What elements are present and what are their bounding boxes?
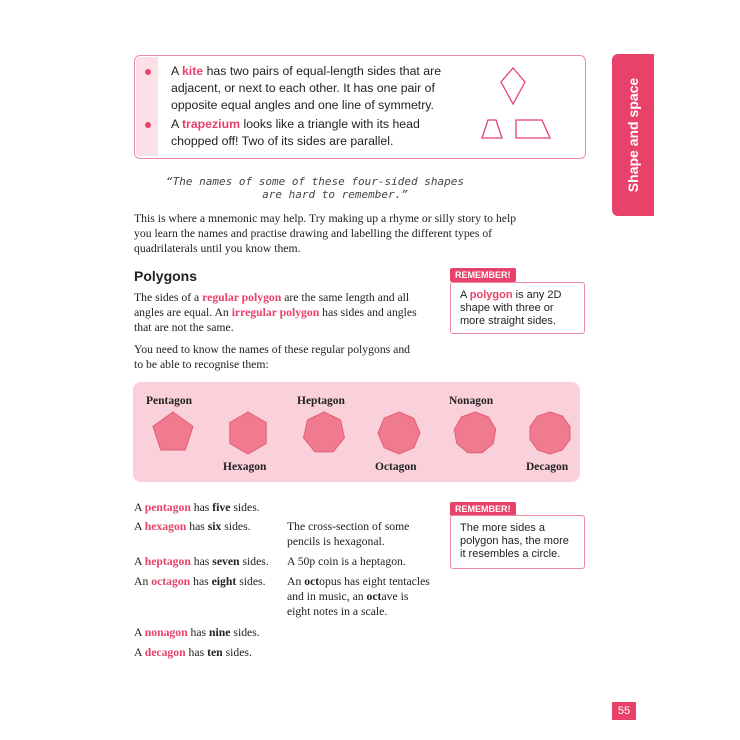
nonagon-shape: [454, 412, 495, 453]
polygons-definition: The sides of a regular polygon are the same length and all angles are equal. An irregular polygon has sides and angles that are not the same.: [134, 291, 417, 334]
irregular-polygon-term: irregular polygon: [231, 306, 320, 319]
side-count: seven: [212, 555, 240, 568]
kite-term: kite: [181, 64, 204, 78]
side-tab-label: Shape and space: [625, 77, 642, 193]
trapezium-term: trapezium: [181, 117, 241, 131]
hexagon-label: Hexagon: [223, 461, 267, 473]
polygon-name: nonagon: [144, 626, 188, 639]
page-number: 55: [612, 702, 636, 720]
polygon-name: decagon: [144, 646, 186, 659]
remember-box-circle: The more sides a polygon has, the more it resembles a circle.: [450, 515, 585, 569]
quadrilateral-shapes: [478, 62, 558, 144]
octagon-shape: [378, 412, 420, 454]
side-count: nine: [209, 626, 231, 639]
list-item: A pentagon has five sides.: [134, 501, 260, 514]
polygons-instruction: You need to know the names of these regular polygons and to be able to recognise them:: [134, 343, 411, 371]
remember-box-polygon: A polygon is any 2D shape with three or more straight sides.: [450, 282, 585, 334]
mnemonic-paragraph: This is where a mnemonic may help. Try making up a rhyme or silly story to help you learn the names and practise drawing and labelling the different types of quadrilaterals until you know them.: [134, 212, 517, 255]
list-item: A heptagon has seven sides.: [134, 555, 269, 568]
kite-description: A kite has two pairs of equal-length sides that are adjacent, or next to each other. It has one pair of opposite equal angles and one line of symmetry.: [171, 64, 442, 112]
side-count: eight: [211, 575, 237, 588]
kite-shape: [501, 68, 525, 104]
side-count: five: [212, 501, 231, 514]
regular-polygon-term: regular polygon: [202, 291, 282, 304]
heptagon-label: Heptagon: [297, 395, 345, 407]
polygons-heading: Polygons: [134, 268, 198, 284]
remember-label: REMEMBER!: [450, 502, 516, 516]
polygon-name: octagon: [151, 575, 191, 588]
sides-list: [134, 0, 284, 740]
side-count: ten: [207, 646, 223, 659]
trapezium-shape-right: [516, 120, 550, 138]
polygon-name: hexagon: [144, 520, 187, 533]
nonagon-label: Nonagon: [449, 395, 494, 407]
decagon-label: Decagon: [526, 461, 569, 473]
polygon-name: heptagon: [144, 555, 191, 568]
list-item: A hexagon has six sides.: [134, 520, 251, 533]
list-item: A decagon has ten sides.: [134, 646, 252, 659]
heptagon-shape: [304, 412, 345, 452]
quote: “The names of some of these four-sided shapes are hard to remember.”: [165, 175, 464, 201]
side-count: six: [207, 520, 222, 533]
list-item: An octagon has eight sides.: [134, 575, 266, 588]
remember-label: REMEMBER!: [450, 268, 516, 282]
note-octagon: An octopus has eight tentacles and in music, an octave is eight notes in a scale.: [287, 575, 430, 618]
trapezium-description: A trapezium looks like a triangle with its head chopped off! Two of its sides are parallel.: [171, 117, 420, 148]
note-hexagon: The cross-section of some pencils is hexagonal.: [287, 520, 410, 548]
polygon-name: pentagon: [144, 501, 191, 514]
note-heptagon: A 50p coin is a heptagon.: [287, 555, 406, 568]
decagon-shape: [530, 412, 570, 454]
pentagon-label: Pentagon: [146, 395, 192, 407]
trapezium-shape-left: [482, 120, 502, 138]
octagon-label: Octagon: [375, 461, 417, 473]
list-item: A nonagon has nine sides.: [134, 626, 260, 639]
